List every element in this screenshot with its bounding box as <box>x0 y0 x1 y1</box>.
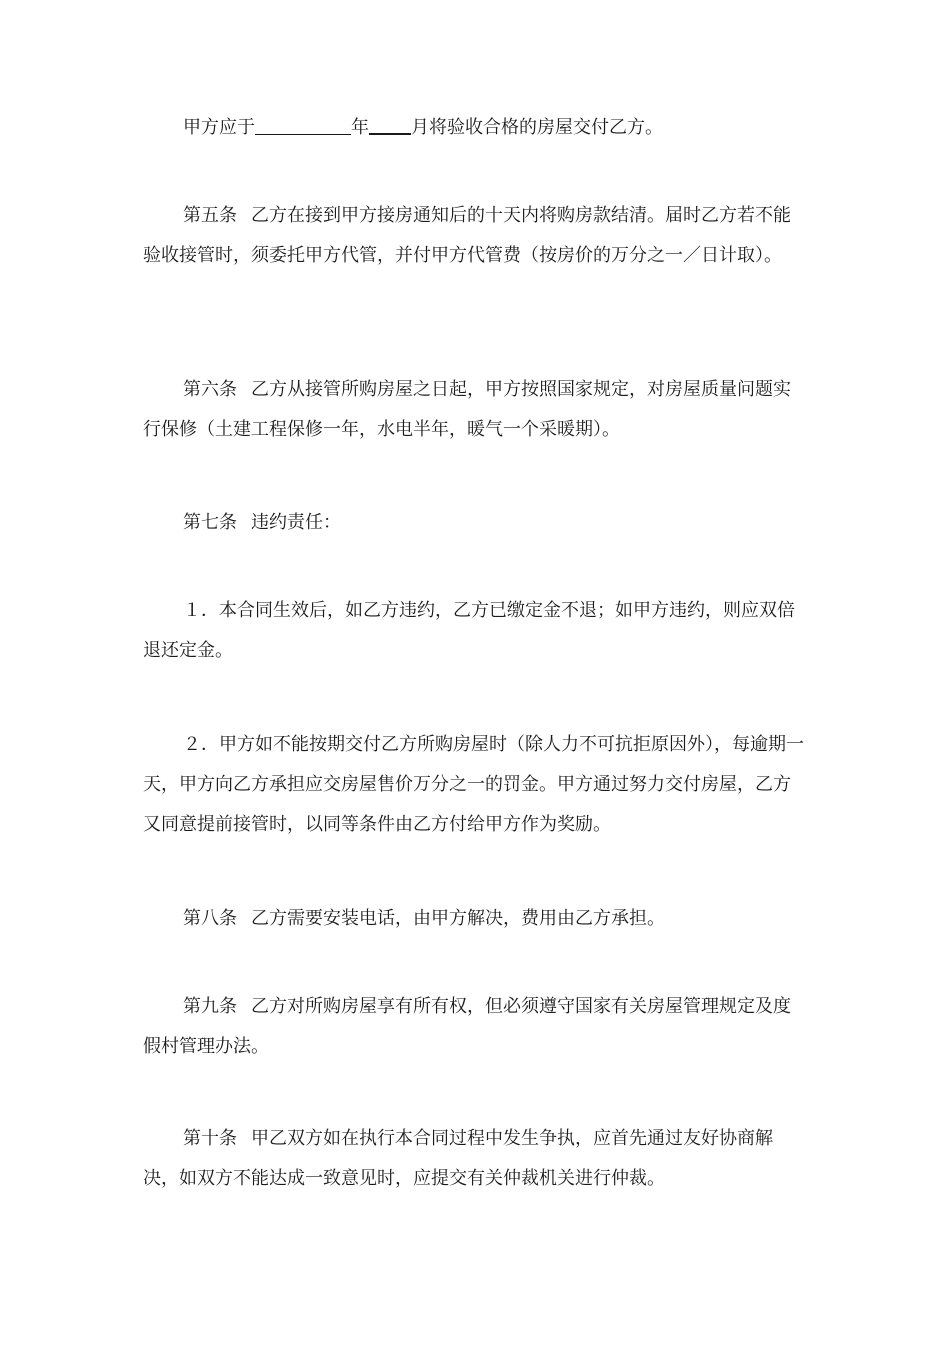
article-text: 乙方从接管所购房屋之日起，甲方按照国家规定，对房屋质量问题实行保修（土建工程保修一年，水电半年，暖气一个采暖期）。 <box>143 379 791 440</box>
article-label: 第九条 <box>183 996 237 1017</box>
article-text: ２．甲方如不能按期交付乙方所购房屋时（除人力不可抗拒原因外），每逾期一天，甲方向乙方承担应交房屋售价万分之一的罚金。甲方通过努力交付房屋，乙方又同意提前接管时，以同等条件由乙方付给甲方作为奖励。 <box>143 734 804 835</box>
article-text: 甲乙双方如在执行本合同过程中发生争执，应首先通过友好协商解决，如双方不能达成一致意见时，应提交有关仲裁机关进行仲裁。 <box>143 1128 773 1189</box>
article-text: 违约责任： <box>251 512 341 533</box>
article-text: 乙方需要安装电话，由甲方解决，费用由乙方承担。 <box>251 908 665 929</box>
article-label: 第八条 <box>183 908 237 929</box>
article-label: 第六条 <box>183 379 237 400</box>
article-text: 乙方在接到甲方接房通知后的十天内将购房款结清。届时乙方若不能验收接管时，须委托甲方代管，并付甲方代管费（按房价的万分之一／日计取）。 <box>143 205 791 266</box>
article-text: 乙方对所购房屋享有所有权，但必须遵守国家有关房屋管理规定及度假村管理办法。 <box>143 996 791 1057</box>
article-7-item-1 <box>143 591 808 671</box>
article-10 <box>143 1119 808 1199</box>
year-blank <box>255 116 351 135</box>
article-6 <box>143 370 808 450</box>
month-blank <box>369 115 411 135</box>
article-7-item-2 <box>143 725 808 845</box>
article-text: １．本合同生效后，如乙方违约，乙方已缴定金不退；如甲方违约，则应双倍退还定金。 <box>143 600 795 661</box>
article-label: 第十条 <box>183 1128 237 1149</box>
article-label: 第五条 <box>183 205 237 226</box>
delivery-clause <box>143 108 808 148</box>
delivery-suffix: 月将验收合格的房屋交付乙方。 <box>411 117 663 138</box>
article-label: 第七条 <box>183 512 237 533</box>
delivery-prefix: 甲方应于 <box>183 117 255 138</box>
year-unit: 年 <box>351 117 369 138</box>
article-9 <box>143 987 808 1067</box>
article-5 <box>143 196 808 276</box>
article-7 <box>143 503 808 543</box>
article-8 <box>143 899 808 939</box>
